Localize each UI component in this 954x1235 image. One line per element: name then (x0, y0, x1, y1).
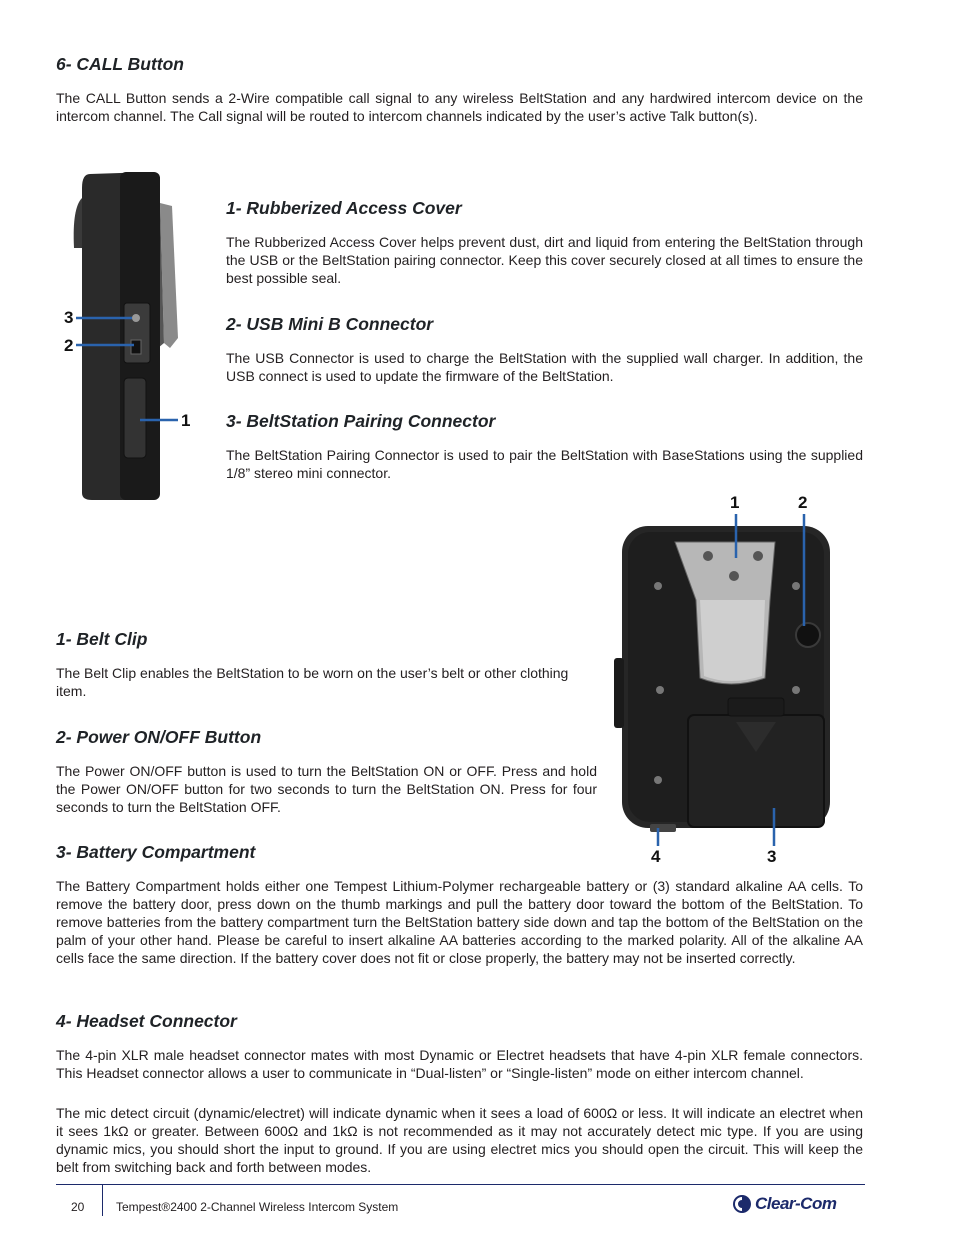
battery-heading: 3- Battery Compartment (56, 842, 256, 862)
access-cover-text: The Rubberized Access Cover helps prevent dust, dirt and liquid from entering the BeltStation through the USB or the BeltStation pairing connector. Keep this cover securely closed at all times to ensure the best possible seal. (226, 234, 863, 286)
side-callout-3: 3 (64, 308, 74, 327)
clear-com-logo (732, 1192, 836, 1216)
battery-text: The Battery Compartment holds either one Tempest Lithium-Polymer rechargeable battery or (3) standard alkaline AA cells. To remove the battery door, press down on the thumb markings and pull the battery door toward the bottom of the BeltStation. To remove batteries from the battery compartment turn the BeltStation battery side down and tap the bottom of the BeltStation on the palm of your other hand. Please be careful to insert alkaline AA batteries according to the marked polarity. All of the alkaline AA cells face the same direction. If the battery cover does not fit or close properly, the battery may not be inserted correctly. (56, 878, 863, 966)
back-callout-2: 2 (798, 493, 808, 512)
usb-heading: 2- USB Mini B Connector (226, 314, 434, 334)
power-text: The Power ON/OFF button is used to turn the BeltStation ON or OFF. Press and hold the Power ON/OFF button for two seconds to turn the BeltStation ON. Press for four seconds to turn the BeltStation OFF. (56, 763, 597, 815)
belt-clip-heading: 1- Belt Clip (56, 629, 148, 649)
beltstation-back-view (600, 490, 850, 870)
access-cover-heading: 1- Rubberized Access Cover (226, 198, 462, 218)
back-callout-4: 4 (651, 847, 661, 866)
footer-rule (56, 1184, 865, 1185)
side-callout-1: 1 (181, 411, 191, 430)
usb-text: The USB Connector is used to charge the BeltStation with the supplied wall charger. In addition, the USB connect is used to update the firmware of the BeltStation. (226, 350, 863, 384)
headset-text-1: The 4-pin XLR male headset connector mates with most Dynamic or Electret headsets that have 4-pin XLR female connectors. This Headset connector allows a user to communicate in “Dual-listen” or “Single-listen” mode on either intercom channel. (56, 1047, 863, 1081)
back-callout-3: 3 (767, 847, 777, 866)
power-heading: 2- Power ON/OFF Button (56, 727, 262, 747)
footer-divider (102, 1184, 103, 1216)
pairing-heading: 3- BeltStation Pairing Connector (226, 411, 496, 431)
belt-clip-text: The Belt Clip enables the BeltStation to be worn on the user’s belt or other clothing item. (56, 665, 569, 699)
footer-doc-title: Tempest®2400 2-Channel Wireless Intercom System (116, 1200, 399, 1214)
beltstation-side-view (60, 168, 210, 508)
headset-text-2: The mic detect circuit (dynamic/electret) will indicate dynamic when it sees a load of 600Ω or less. It will indicate an electret when it sees 1kΩ or greater. Between 600Ω and 1kΩ is not recommended as it may not accurately detect mic type. If you are using dynamic mics, you should short the input to ground. If you are using electret mics you should open the circuit. This will keep the belt from switching back and forth between modes. (56, 1105, 863, 1175)
clear-com-logo-text: Clear-Com (755, 1194, 837, 1213)
call-button-text: The CALL Button sends a 2-Wire compatible call signal to any wireless BeltStation and any hardwired intercom device on the intercom channel. The Call signal will be routed to intercom channels indicated by the user’s active Talk button(s). (56, 90, 863, 124)
call-button-heading: 6- CALL Button (56, 54, 184, 74)
pairing-text: The BeltStation Pairing Connector is used to pair the BeltStation with BaseStations using the supplied 1/8” stereo mini connector. (226, 447, 863, 481)
page-number: 20 (71, 1200, 85, 1214)
side-callout-2: 2 (64, 336, 74, 355)
clear-com-logo-icon (732, 1194, 752, 1214)
back-callout-1: 1 (730, 493, 740, 512)
headset-heading: 4- Headset Connector (56, 1011, 237, 1031)
